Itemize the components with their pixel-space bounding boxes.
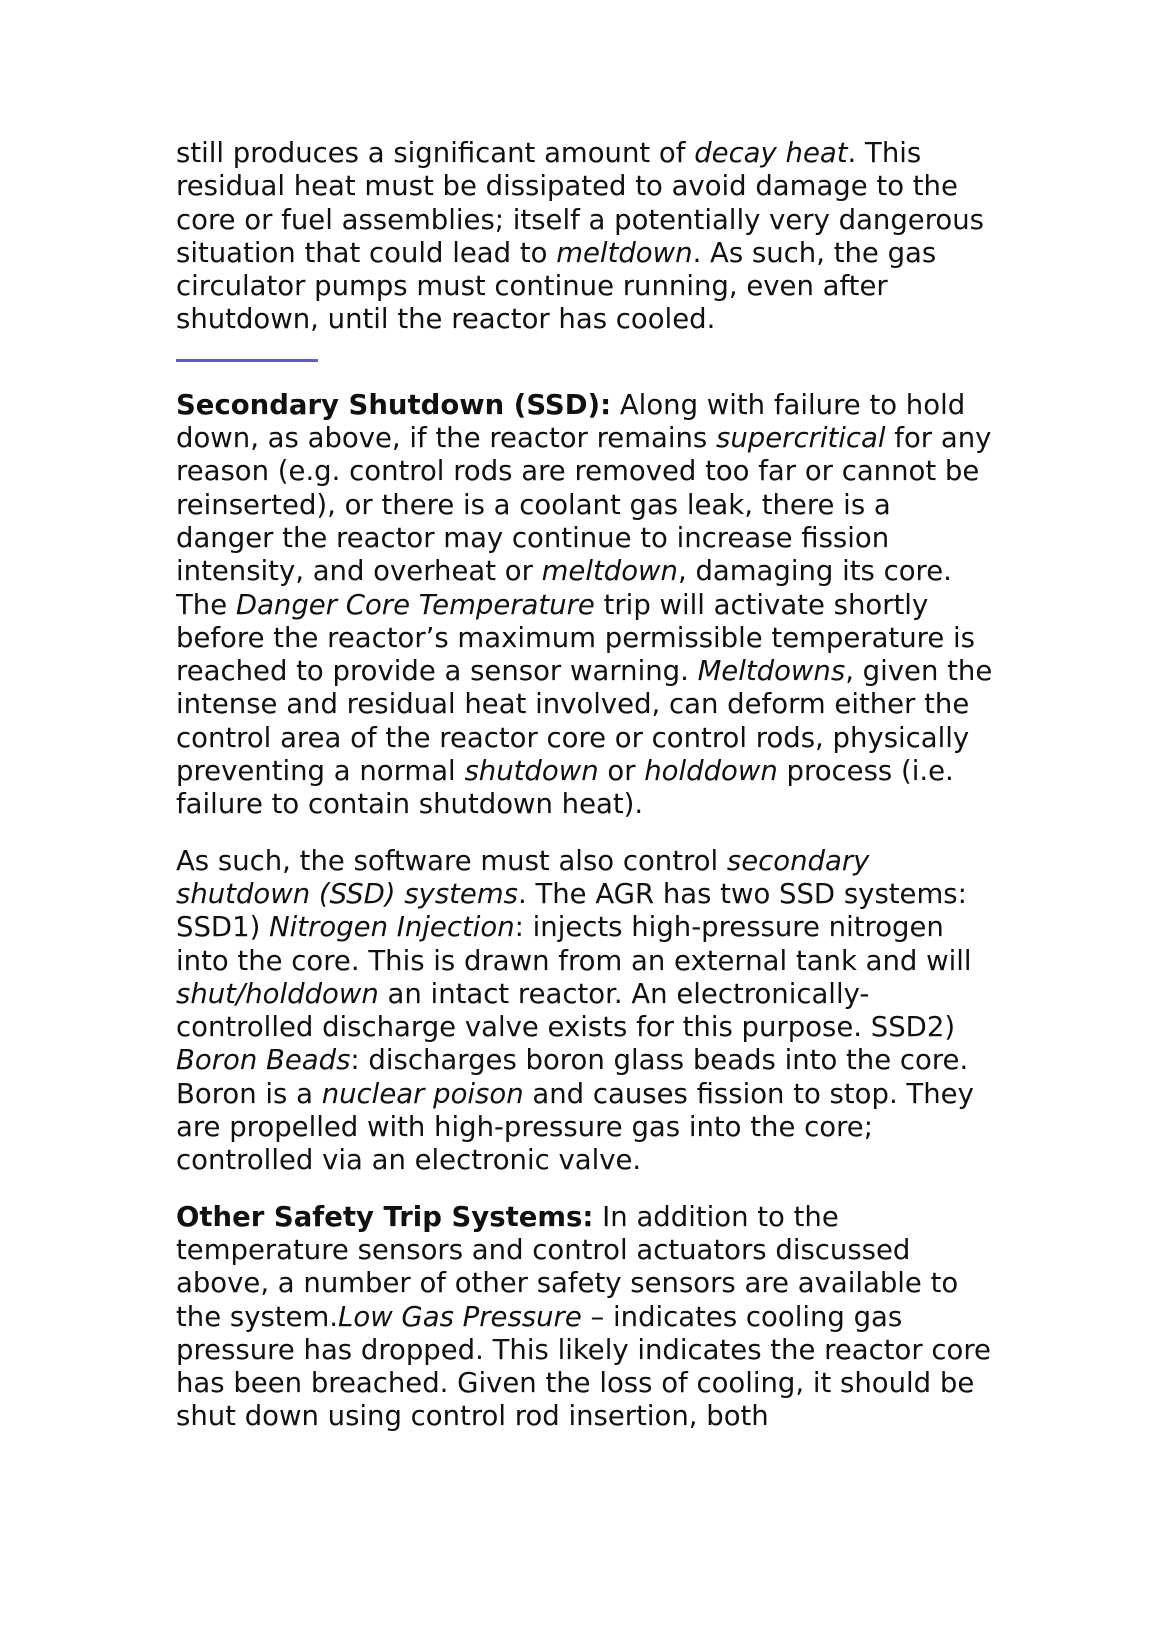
italic-term: secondary shutdown (SSD) systems bbox=[176, 844, 870, 910]
text-run: for any reason (e.g. control rods are removed too far or cannot be reinserted), or there is a coolant gas leak, there is a danger the reactor may continue to increase fission intensity, and overheat or bbox=[176, 422, 992, 588]
italic-term: nuclear poison bbox=[321, 1077, 524, 1110]
italic-term: Boron Beads bbox=[176, 1044, 351, 1077]
section-divider bbox=[176, 359, 318, 362]
text-run: process (i.e. failure to contain shutdown heat). bbox=[176, 755, 954, 821]
text-run: , given the intense and residual heat involved, can deform either the control area of the reactor core or control rods, physically preventing a normal bbox=[176, 655, 993, 788]
italic-term: Meltdowns bbox=[697, 655, 846, 688]
document-page bbox=[176, 137, 996, 1434]
text-run: an intact reactor. An electronically-controlled discharge valve exists for this purpose. SSD2) bbox=[176, 977, 956, 1044]
text-run: In addition to the temperature sensors and control actuators discussed above, a number of other safety sensors are available to the system. bbox=[176, 1200, 959, 1333]
italic-term: shut/holddown bbox=[176, 977, 379, 1010]
italic-term: supercritical bbox=[716, 422, 886, 455]
italic-term: Low Gas Pressure bbox=[338, 1300, 582, 1333]
italic-term: holddown bbox=[644, 755, 778, 788]
text-run: . This residual heat must be dissipated to avoid damage to the core or fuel assemblies; itself a potentially very dangerous situation that could lead to bbox=[176, 137, 985, 269]
text-run: : discharges boron glass beads into the core. Boron is a bbox=[176, 1044, 969, 1110]
paragraph-other-safety-trips bbox=[176, 1201, 996, 1434]
text-run: and causes fission to stop. They are propelled with high-pressure gas into the core; controlled via an electronic valve. bbox=[176, 1077, 974, 1177]
italic-term: shutdown bbox=[464, 755, 599, 788]
paragraph-secondary-shutdown bbox=[176, 389, 996, 822]
text-run: trip will activate shortly before the reactor’s maximum permissible temperature is reached to provide a sensor warning. bbox=[176, 588, 975, 688]
text-run: : injects high-pressure nitrogen into the core. This is drawn from an external tank and will bbox=[176, 911, 972, 977]
italic-term: meltdown bbox=[556, 236, 693, 269]
text-run: still produces a significant amount of bbox=[176, 137, 695, 169]
text-run: , damaging its core. The bbox=[176, 555, 952, 621]
italic-term: Nitrogen Injection bbox=[269, 911, 515, 944]
paragraph-ssd-systems bbox=[176, 845, 996, 1178]
italic-term: meltdown bbox=[541, 555, 678, 588]
section-heading: Other Safety Trip Systems: bbox=[176, 1200, 594, 1233]
text-run: – indicates cooling gas pressure has dropped. This likely indicates the reactor core has been breached. Given the loss of cooling, it should be shut down using control rod insertion, both bbox=[176, 1300, 991, 1433]
italic-term: Danger Core Temperature bbox=[235, 588, 595, 621]
text-run: . The AGR has two SSD systems: SSD1) bbox=[176, 877, 967, 944]
text-run: . As such, the gas circulator pumps must continue running, even after shutdown, until the reactor has cooled. bbox=[176, 236, 937, 336]
text-run: As such, the software must also control bbox=[176, 844, 727, 877]
section-heading: Secondary Shutdown (SSD): bbox=[176, 388, 612, 421]
paragraph-decay-heat bbox=[176, 137, 996, 337]
text-run: Along with failure to hold down, as above, if the reactor remains bbox=[176, 388, 966, 455]
italic-term: decay heat bbox=[694, 137, 848, 169]
text-run: or bbox=[598, 755, 645, 788]
